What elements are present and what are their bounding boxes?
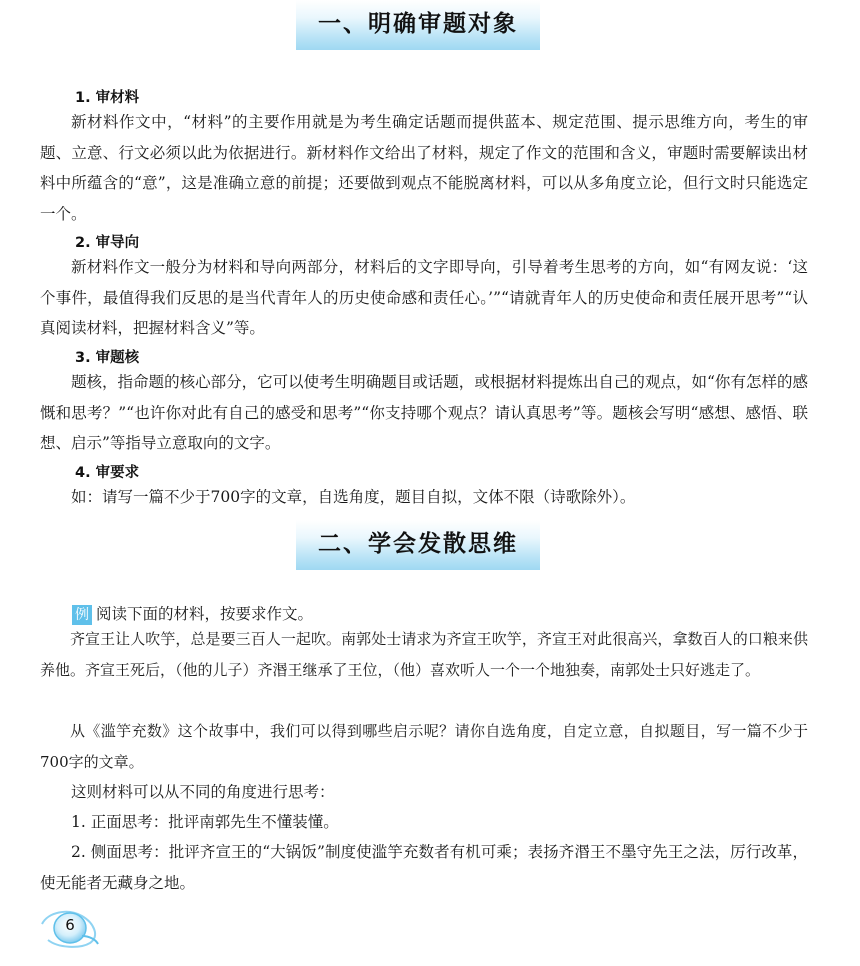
paragraph-core: 题核，指命题的核心部分，它可以使考生明确题目或话题，或根据材料提炼出自己的观点，如“你有怎样的感慨和思考？”“也许你对此有自己的感受和思考”“你支持哪个观点？请认真思考”等。题核会写明“感想、感悟、联想、启示”等指导立意取向的文字。 <box>40 373 808 452</box>
analysis-intro: 这则材料可以从不同的角度进行思考： <box>71 783 335 801</box>
section-2-title: 二、学会发散思维 <box>318 530 518 557</box>
example-intro: 阅读下面的材料，按要求作文。 <box>96 605 314 623</box>
story-paragraph: 齐宣王让人吹竽，总是要三百人一起吹。南郭处士请求为齐宣王吹竽，齐宣王对此很高兴，拿数百人的口粮来供养他。齐宣王死后，（他的儿子）齐湣王继承了王位，（他）喜欢听人一个一个地独奏，南郭处士只好逃走了。 <box>40 630 808 679</box>
paragraph-requirements: 如：请写一篇不少于700字的文章，自选角度，题目自拟，文体不限（诗歌除外）。 <box>71 488 636 506</box>
heading-core: 3. 审题核 <box>75 350 140 366</box>
section-1-title: 一、明确审题对象 <box>318 10 518 37</box>
heading-material: 1. 审材料 <box>75 90 140 106</box>
page-number-badge <box>38 906 102 950</box>
prompt-paragraph: 从《滥竽充数》这个故事中，我们可以得到哪些启示呢？请你自选角度，自定立意，自拟题目，写一篇不少于700字的文章。 <box>40 722 808 771</box>
heading-guidance: 2. 审导向 <box>75 235 140 251</box>
paragraph-material: 新材料作文中，“材料”的主要作用就是为考生确定话题而提供蓝本、规定范围、提示思维方向，考生的审题、立意、行文必须以此为依据进行。新材料作文给出了材料，规定了作文的范围和含义，审题时需要解读出材料中所蕴含的“意”，这是准确立意的前提；还要做到观点不能脱离材料，可以从多角度立论，但行文时只能选定一个。 <box>40 113 808 223</box>
heading-requirements: 4. 审要求 <box>75 465 140 481</box>
section-2-title-banner <box>296 520 540 570</box>
section-1-title-banner <box>296 0 540 50</box>
paragraph-guidance: 新材料作文一般分为材料和导向两部分，材料后的文字即导向，引导着考生思考的方向，如“有网友说：‘这个事件，最值得我们反思的是当代青年人的历史使命感和责任心。’”“请就青年人的历史使命和责任展开思考”“认真阅读材料，把握材料含义”等。 <box>40 258 808 337</box>
analysis-point-1: 1. 正面思考：批评南郭先生不懂装懂。 <box>71 813 339 831</box>
example-tag: 例 <box>72 605 92 625</box>
page-number: 6 <box>65 916 75 934</box>
analysis-point-2: 2. 侧面思考：批评齐宣王的“大锅饭”制度使滥竽充数者有机可乘；表扬齐湣王不墨守先王之法，厉行改革，使无能者无藏身之地。 <box>40 843 808 892</box>
